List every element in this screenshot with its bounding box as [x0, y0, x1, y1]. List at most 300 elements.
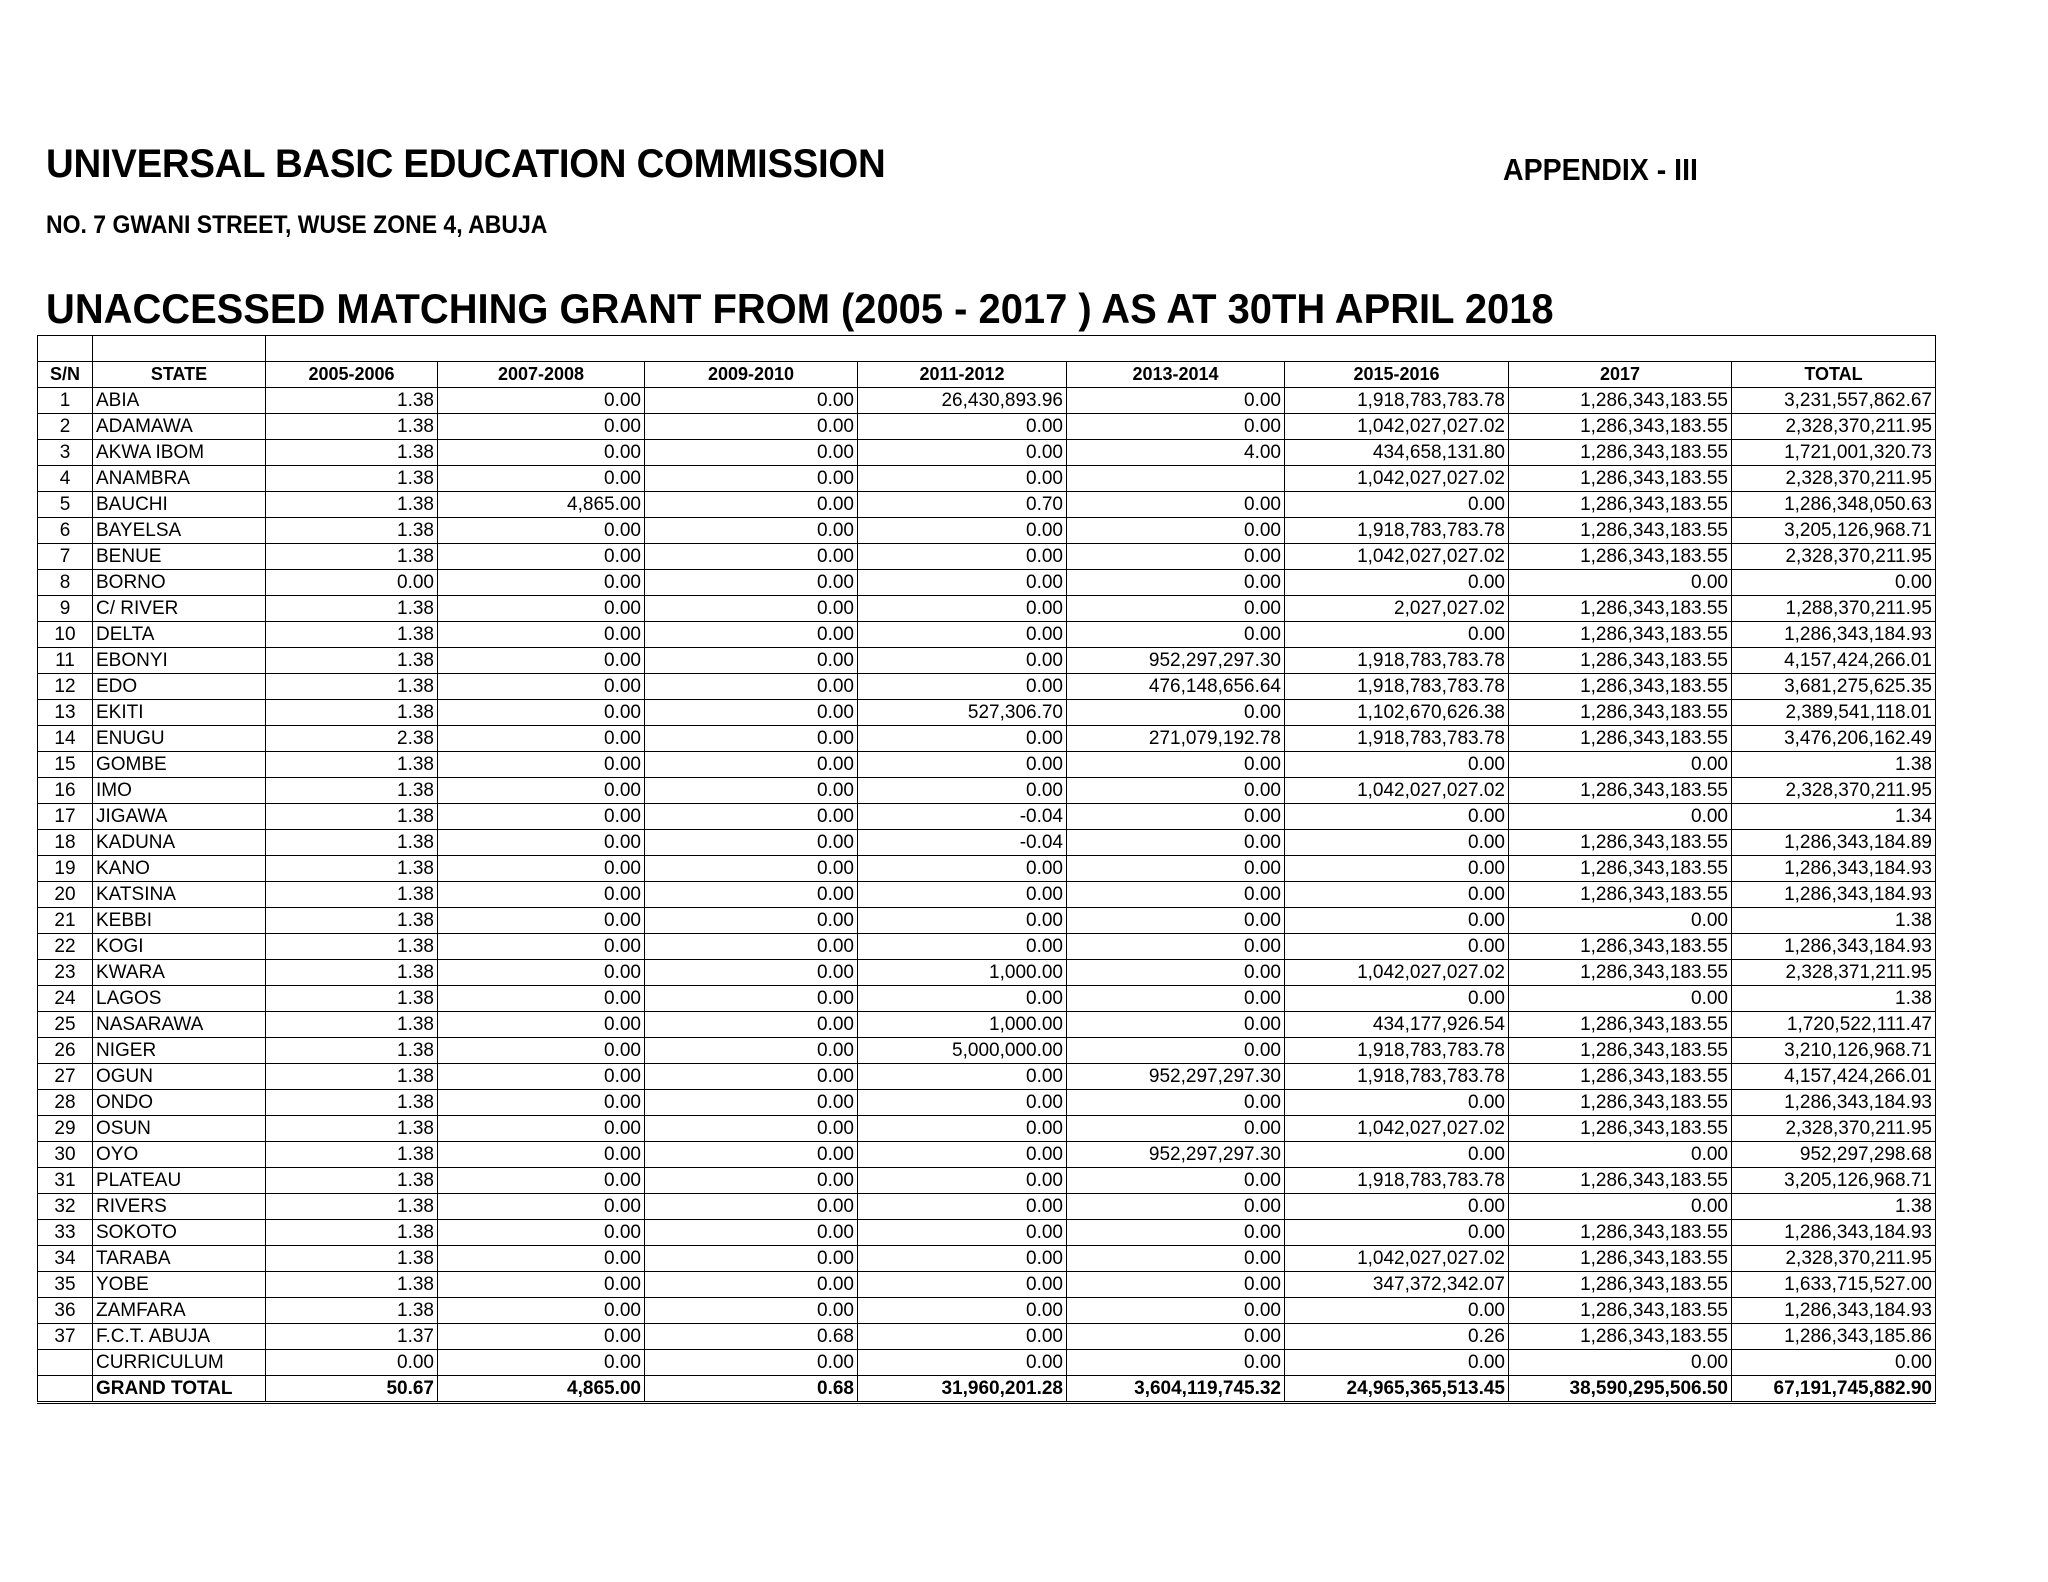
amount-cell: 1,286,343,185.86: [1732, 1324, 1936, 1350]
state-name-cell: LAGOS: [93, 986, 266, 1012]
amount-cell: 1,286,343,183.55: [1509, 1064, 1732, 1090]
amount-cell: 1,286,343,183.55: [1509, 830, 1732, 856]
amount-cell: 1,286,343,183.55: [1509, 388, 1732, 414]
amount-cell: 1,721,001,320.73: [1732, 440, 1936, 466]
appendix-label: APPENDIX - III: [1503, 152, 1698, 187]
amount-cell: 0.00: [1285, 908, 1509, 934]
amount-cell: 0.00: [1067, 1272, 1285, 1298]
amount-cell: 1,000.00: [858, 960, 1067, 986]
amount-cell: 1.38: [266, 1090, 438, 1116]
amount-cell: 434,658,131.80: [1285, 440, 1509, 466]
amount-cell: 1,720,522,111.47: [1732, 1012, 1936, 1038]
amount-cell: 0.00: [438, 908, 645, 934]
amount-cell: 0.00: [645, 752, 858, 778]
amount-cell: 0.00: [438, 414, 645, 440]
sn-header-spacer: [38, 336, 93, 362]
amount-cell: 0.00: [858, 1324, 1067, 1350]
table-row: [38, 752, 1936, 778]
amount-cell: 0.00: [1509, 752, 1732, 778]
amount-cell: 0.00: [858, 544, 1067, 570]
amount-cell: 0.00: [858, 1220, 1067, 1246]
amount-cell: 26,430,893.96: [858, 388, 1067, 414]
table-row: [38, 674, 1936, 700]
amount-cell: 1,286,343,183.55: [1509, 544, 1732, 570]
table-row: [38, 388, 1936, 414]
state-name-cell: ZAMFARA: [93, 1298, 266, 1324]
table-row: [38, 1168, 1936, 1194]
table-row: [38, 1038, 1936, 1064]
amount-cell: 0.00: [645, 1090, 858, 1116]
amount-cell: 0.00: [438, 1064, 645, 1090]
table-row: [38, 1246, 1936, 1272]
amount-cell: 0.00: [645, 1272, 858, 1298]
table-row: [38, 1194, 1936, 1220]
state-name-cell: PLATEAU: [93, 1168, 266, 1194]
table-row: [38, 882, 1936, 908]
serial-number-cell: 15: [38, 752, 93, 778]
amount-cell: 0.00: [645, 1064, 858, 1090]
amount-cell: 1,918,783,783.78: [1285, 648, 1509, 674]
amount-cell: 0.00: [438, 1116, 645, 1142]
amount-cell: 0.00: [1067, 570, 1285, 596]
amount-cell: 0.00: [438, 960, 645, 986]
amount-cell: 0.00: [438, 648, 645, 674]
amount-cell: 0.00: [1067, 882, 1285, 908]
amount-cell: 1,633,715,527.00: [1732, 1272, 1936, 1298]
amount-cell: 0.00: [266, 570, 438, 596]
amount-cell: 1,000.00: [858, 1012, 1067, 1038]
amount-cell: 1,286,343,183.55: [1509, 726, 1732, 752]
amount-cell: 1.38: [266, 648, 438, 674]
amount-cell: 0.00: [858, 1064, 1067, 1090]
amount-cell: 1.38: [266, 1272, 438, 1298]
amount-cell: 0.00: [1067, 1038, 1285, 1064]
amount-cell: 2.38: [266, 726, 438, 752]
amount-cell: 0.00: [1067, 1350, 1285, 1376]
table-row: [38, 934, 1936, 960]
amount-cell: -0.04: [858, 830, 1067, 856]
state-name-cell: EBONYI: [93, 648, 266, 674]
amount-cell: 1.38: [266, 1142, 438, 1168]
amount-cell: 0.00: [645, 908, 858, 934]
amount-cell: 0.00: [645, 1038, 858, 1064]
amount-cell: 0.00: [645, 1220, 858, 1246]
serial-number-cell: 1: [38, 388, 93, 414]
amount-cell: 0.00: [645, 960, 858, 986]
serial-number-cell: 5: [38, 492, 93, 518]
amount-cell: 0.00: [645, 882, 858, 908]
amount-cell: 1,918,783,783.78: [1285, 1064, 1509, 1090]
amount-cell: 1.38: [266, 986, 438, 1012]
amount-cell: 2,328,370,211.95: [1732, 1246, 1936, 1272]
amount-cell: 2,328,370,211.95: [1732, 1116, 1936, 1142]
amount-cell: 0.00: [645, 544, 858, 570]
amount-cell: 1,042,027,027.02: [1285, 544, 1509, 570]
amount-cell: 1,042,027,027.02: [1285, 1116, 1509, 1142]
amount-cell: 0.26: [1285, 1324, 1509, 1350]
amount-cell: 1,286,343,183.55: [1509, 778, 1732, 804]
serial-number-cell: 30: [38, 1142, 93, 1168]
serial-number-cell: 24: [38, 986, 93, 1012]
amount-cell: 0.00: [645, 778, 858, 804]
amount-cell: 0.00: [1067, 596, 1285, 622]
amount-cell: 1,286,343,184.93: [1732, 622, 1936, 648]
amount-cell: 0.00: [438, 388, 645, 414]
state-name-cell: JIGAWA: [93, 804, 266, 830]
column-header-2013-2014: 2013-2014: [1067, 362, 1285, 388]
amount-cell: 0.00: [438, 1324, 645, 1350]
serial-number-cell: 34: [38, 1246, 93, 1272]
amount-cell: 1.38: [1732, 908, 1936, 934]
amount-cell: 0.00: [645, 1116, 858, 1142]
amount-cell: 0.00: [1067, 1194, 1285, 1220]
amount-cell: 1,042,027,027.02: [1285, 960, 1509, 986]
amount-cell: 1.38: [266, 752, 438, 778]
state-name-cell: GRAND TOTAL: [93, 1376, 266, 1403]
amount-cell: 0.00: [1509, 986, 1732, 1012]
amount-cell: 0.00: [858, 1142, 1067, 1168]
amount-cell: 1.38: [266, 830, 438, 856]
amount-cell: 0.00: [438, 986, 645, 1012]
column-header-s-n: S/N: [38, 362, 93, 388]
amount-cell: 1.38: [266, 1168, 438, 1194]
serial-number-cell: 10: [38, 622, 93, 648]
state-name-cell: ANAMBRA: [93, 466, 266, 492]
amount-cell: 0.00: [1067, 934, 1285, 960]
amount-cell: 0.00: [1067, 1246, 1285, 1272]
amount-cell: 0.00: [1285, 804, 1509, 830]
table-row: [38, 1298, 1936, 1324]
amount-cell: 1.38: [1732, 1194, 1936, 1220]
column-header-2005-2006: 2005-2006: [266, 362, 438, 388]
amount-cell: 1.38: [266, 1298, 438, 1324]
amount-cell: 1,286,343,183.55: [1509, 622, 1732, 648]
amount-cell: 952,297,297.30: [1067, 1064, 1285, 1090]
amount-cell: 1,286,343,183.55: [1509, 882, 1732, 908]
amount-cell: 0.70: [858, 492, 1067, 518]
state-name-cell: CURRICULUM: [93, 1350, 266, 1376]
serial-number-cell: 21: [38, 908, 93, 934]
amount-cell: 1.38: [266, 1194, 438, 1220]
amount-cell: 1,918,783,783.78: [1285, 388, 1509, 414]
amount-cell: 0.00: [266, 1350, 438, 1376]
amount-cell: 0.00: [645, 934, 858, 960]
amount-cell: 0.00: [438, 804, 645, 830]
amount-cell: 0.00: [858, 440, 1067, 466]
amount-cell: 0.00: [1285, 492, 1509, 518]
state-name-cell: TARABA: [93, 1246, 266, 1272]
amount-cell: 434,177,926.54: [1285, 1012, 1509, 1038]
table-row: [38, 1272, 1936, 1298]
amount-cell: 0.00: [1067, 752, 1285, 778]
amount-cell: 0.00: [858, 1116, 1067, 1142]
serial-number-cell: 4: [38, 466, 93, 492]
organization-title: UNIVERSAL BASIC EDUCATION COMMISSION: [46, 142, 886, 186]
amount-cell: 1.38: [266, 440, 438, 466]
column-header-2007-2008: 2007-2008: [438, 362, 645, 388]
amount-cell: 31,960,201.28: [858, 1376, 1067, 1403]
state-name-cell: ADAMAWA: [93, 414, 266, 440]
amount-cell: 476,148,656.64: [1067, 674, 1285, 700]
amount-cell: 1.38: [266, 1116, 438, 1142]
amount-cell: 1.37: [266, 1324, 438, 1350]
state-name-cell: OGUN: [93, 1064, 266, 1090]
amount-cell: 1,286,343,183.55: [1509, 648, 1732, 674]
amount-cell: 0.00: [645, 700, 858, 726]
amount-cell: 0.00: [1285, 882, 1509, 908]
amount-cell: 0.00: [645, 1246, 858, 1272]
amount-cell: 0.00: [438, 778, 645, 804]
serial-number-cell: 36: [38, 1298, 93, 1324]
amount-cell: 0.00: [438, 518, 645, 544]
amount-cell: 2,389,541,118.01: [1732, 700, 1936, 726]
amount-cell: 1,286,343,184.93: [1732, 882, 1936, 908]
amount-cell: 0.00: [858, 648, 1067, 674]
amount-cell: 0.00: [1732, 570, 1936, 596]
state-name-cell: EDO: [93, 674, 266, 700]
amount-cell: 1.38: [266, 700, 438, 726]
amount-cell: 0.00: [645, 570, 858, 596]
state-name-cell: KANO: [93, 856, 266, 882]
column-header-2011-2012: 2011-2012: [858, 362, 1067, 388]
amount-cell: 50.67: [266, 1376, 438, 1403]
amount-cell: 3,205,126,968.71: [1732, 1168, 1936, 1194]
serial-number-cell: 11: [38, 648, 93, 674]
amount-cell: 1,286,343,184.93: [1732, 856, 1936, 882]
amount-cell: 0.00: [858, 752, 1067, 778]
amount-cell: 4,157,424,266.01: [1732, 648, 1936, 674]
amount-cell: 0.00: [858, 466, 1067, 492]
amount-cell: 0.00: [858, 856, 1067, 882]
state-name-cell: DELTA: [93, 622, 266, 648]
table-row: [38, 1142, 1936, 1168]
amount-cell: 0.00: [1285, 1298, 1509, 1324]
amount-cell: 0.00: [1067, 1324, 1285, 1350]
amount-cell: 1,918,783,783.78: [1285, 674, 1509, 700]
amount-cell: 1,286,343,183.55: [1509, 856, 1732, 882]
amount-cell: 1,042,027,027.02: [1285, 1246, 1509, 1272]
amount-cell: 0.00: [858, 726, 1067, 752]
state-header-spacer: [93, 336, 266, 362]
amount-cell: 1.38: [1732, 752, 1936, 778]
amount-cell: 952,297,297.30: [1067, 1142, 1285, 1168]
amount-cell: 1,286,343,183.55: [1509, 1220, 1732, 1246]
amount-cell: 0.00: [858, 596, 1067, 622]
amount-cell: 0.00: [438, 856, 645, 882]
amount-cell: 1,286,343,183.55: [1509, 518, 1732, 544]
amount-cell: 1,286,343,183.55: [1509, 1272, 1732, 1298]
table-row: [38, 960, 1936, 986]
amount-cell: 1,286,343,183.55: [1509, 1012, 1732, 1038]
amount-cell: 0.00: [645, 648, 858, 674]
amount-cell: 0.00: [645, 726, 858, 752]
amount-cell: 2,328,370,211.95: [1732, 544, 1936, 570]
state-name-cell: OSUN: [93, 1116, 266, 1142]
amount-cell: 0.00: [438, 934, 645, 960]
amount-cell: 0.00: [1285, 1194, 1509, 1220]
amount-cell: 1.38: [266, 1038, 438, 1064]
amount-cell: 0.00: [1067, 1012, 1285, 1038]
amount-cell: 0.00: [1732, 1350, 1936, 1376]
amount-cell: 4.00: [1067, 440, 1285, 466]
period-group-header: [266, 336, 1936, 362]
amount-cell: 0.00: [1067, 804, 1285, 830]
amount-cell: 0.00: [1067, 700, 1285, 726]
serial-number-cell: 32: [38, 1194, 93, 1220]
amount-cell: 347,372,342.07: [1285, 1272, 1509, 1298]
amount-cell: 1.38: [266, 1246, 438, 1272]
amount-cell: 0.00: [1067, 856, 1285, 882]
amount-cell: 0.00: [438, 596, 645, 622]
amount-cell: 0.00: [645, 1012, 858, 1038]
table-row: [38, 778, 1936, 804]
table-row: [38, 1350, 1936, 1376]
amount-cell: 1,042,027,027.02: [1285, 466, 1509, 492]
column-header-state: STATE: [93, 362, 266, 388]
state-name-cell: NASARAWA: [93, 1012, 266, 1038]
amount-cell: 1.38: [266, 492, 438, 518]
amount-cell: 0.00: [1067, 622, 1285, 648]
amount-cell: 1.38: [266, 856, 438, 882]
amount-cell: 0.00: [645, 830, 858, 856]
serial-number-cell: 27: [38, 1064, 93, 1090]
amount-cell: 0.00: [438, 830, 645, 856]
amount-cell: 1,102,670,626.38: [1285, 700, 1509, 726]
amount-cell: 0.00: [858, 1272, 1067, 1298]
state-name-cell: BENUE: [93, 544, 266, 570]
amount-cell: 1,286,343,183.55: [1509, 1116, 1732, 1142]
state-name-cell: BAUCHI: [93, 492, 266, 518]
amount-cell: 0.00: [438, 440, 645, 466]
amount-cell: 2,328,371,211.95: [1732, 960, 1936, 986]
serial-number-cell: 20: [38, 882, 93, 908]
amount-cell: 1.38: [266, 1220, 438, 1246]
column-header-2015-2016: 2015-2016: [1285, 362, 1509, 388]
amount-cell: 0.00: [438, 1272, 645, 1298]
amount-cell: 1.38: [266, 778, 438, 804]
serial-number-cell: 16: [38, 778, 93, 804]
amount-cell: 0.00: [645, 622, 858, 648]
amount-cell: 1.38: [266, 960, 438, 986]
amount-cell: 0.00: [858, 934, 1067, 960]
amount-cell: 1,286,343,183.55: [1509, 960, 1732, 986]
amount-cell: 1,286,343,183.55: [1509, 1038, 1732, 1064]
amount-cell: 1,286,343,183.55: [1509, 674, 1732, 700]
amount-cell: 1.38: [266, 1012, 438, 1038]
serial-number-cell: 19: [38, 856, 93, 882]
amount-cell: 1.34: [1732, 804, 1936, 830]
amount-cell: 0.00: [858, 778, 1067, 804]
grand-total-row: [38, 1376, 1936, 1403]
amount-cell: 0.00: [645, 596, 858, 622]
amount-cell: 271,079,192.78: [1067, 726, 1285, 752]
amount-cell: 0.00: [858, 1298, 1067, 1324]
table-row: [38, 648, 1936, 674]
state-name-cell: KEBBI: [93, 908, 266, 934]
amount-cell: 1,042,027,027.02: [1285, 778, 1509, 804]
amount-cell: 4,865.00: [438, 1376, 645, 1403]
serial-number-cell: 28: [38, 1090, 93, 1116]
table-row: [38, 1012, 1936, 1038]
amount-cell: 0.00: [438, 466, 645, 492]
amount-cell: 1,286,343,184.93: [1732, 934, 1936, 960]
amount-cell: 0.00: [645, 518, 858, 544]
amount-cell: 0.00: [438, 1194, 645, 1220]
state-name-cell: YOBE: [93, 1272, 266, 1298]
state-name-cell: NIGER: [93, 1038, 266, 1064]
table-row: [38, 1324, 1936, 1350]
amount-cell: 3,476,206,162.49: [1732, 726, 1936, 752]
table-row: [38, 440, 1936, 466]
state-name-cell: OYO: [93, 1142, 266, 1168]
amount-cell: 3,231,557,862.67: [1732, 388, 1936, 414]
amount-cell: 0.00: [1067, 1168, 1285, 1194]
serial-number-cell: 13: [38, 700, 93, 726]
amount-cell: 3,205,126,968.71: [1732, 518, 1936, 544]
amount-cell: 0.00: [858, 1168, 1067, 1194]
table-row: [38, 622, 1936, 648]
amount-cell: 1.38: [266, 1064, 438, 1090]
amount-cell: 952,297,297.30: [1067, 648, 1285, 674]
amount-cell: 0.00: [438, 570, 645, 596]
amount-cell: 1,286,343,183.55: [1509, 1324, 1732, 1350]
amount-cell: 0.00: [858, 1350, 1067, 1376]
amount-cell: 0.00: [858, 674, 1067, 700]
report-title: UNACCESSED MATCHING GRANT FROM (2005 - 2017 ) AS AT 30TH APRIL 2018: [46, 285, 1554, 332]
amount-cell: 0.00: [1285, 1142, 1509, 1168]
amount-cell: 0.00: [1067, 1298, 1285, 1324]
amount-cell: 1.38: [266, 466, 438, 492]
amount-cell: 0.00: [858, 414, 1067, 440]
amount-cell: 0.00: [438, 882, 645, 908]
state-name-cell: KATSINA: [93, 882, 266, 908]
amount-cell: 0.00: [438, 1298, 645, 1324]
table-row: [38, 466, 1936, 492]
amount-cell: 0.00: [1285, 1090, 1509, 1116]
amount-cell: 0.00: [858, 570, 1067, 596]
serial-number-cell: 22: [38, 934, 93, 960]
amount-cell: 1,286,343,183.55: [1509, 440, 1732, 466]
table-top-spacer-row: [38, 336, 1936, 362]
table-row: [38, 1090, 1936, 1116]
amount-cell: 1,286,343,184.93: [1732, 1298, 1936, 1324]
amount-cell: 1,286,348,050.63: [1732, 492, 1936, 518]
serial-number-cell: 31: [38, 1168, 93, 1194]
table-row: [38, 700, 1936, 726]
state-name-cell: F.C.T. ABUJA: [93, 1324, 266, 1350]
amount-cell: 0.00: [858, 882, 1067, 908]
amount-cell: 0.00: [1285, 752, 1509, 778]
serial-number-cell: 2: [38, 414, 93, 440]
state-name-cell: RIVERS: [93, 1194, 266, 1220]
table-row: [38, 726, 1936, 752]
amount-cell: 1,042,027,027.02: [1285, 414, 1509, 440]
amount-cell: 1,286,343,183.55: [1509, 1298, 1732, 1324]
amount-cell: 1,286,343,183.55: [1509, 934, 1732, 960]
amount-cell: 1,918,783,783.78: [1285, 1168, 1509, 1194]
amount-cell: 1.38: [266, 622, 438, 648]
amount-cell: 0.00: [645, 388, 858, 414]
amount-cell: 0.00: [1067, 908, 1285, 934]
organization-address: NO. 7 GWANI STREET, WUSE ZONE 4, ABUJA: [46, 211, 548, 239]
table-row: [38, 596, 1936, 622]
amount-cell: 1,286,343,183.55: [1509, 414, 1732, 440]
amount-cell: 67,191,745,882.90: [1732, 1376, 1936, 1403]
amount-cell: 0.00: [1509, 908, 1732, 934]
amount-cell: 0.00: [645, 492, 858, 518]
amount-cell: 0.00: [438, 1038, 645, 1064]
table-row: [38, 518, 1936, 544]
